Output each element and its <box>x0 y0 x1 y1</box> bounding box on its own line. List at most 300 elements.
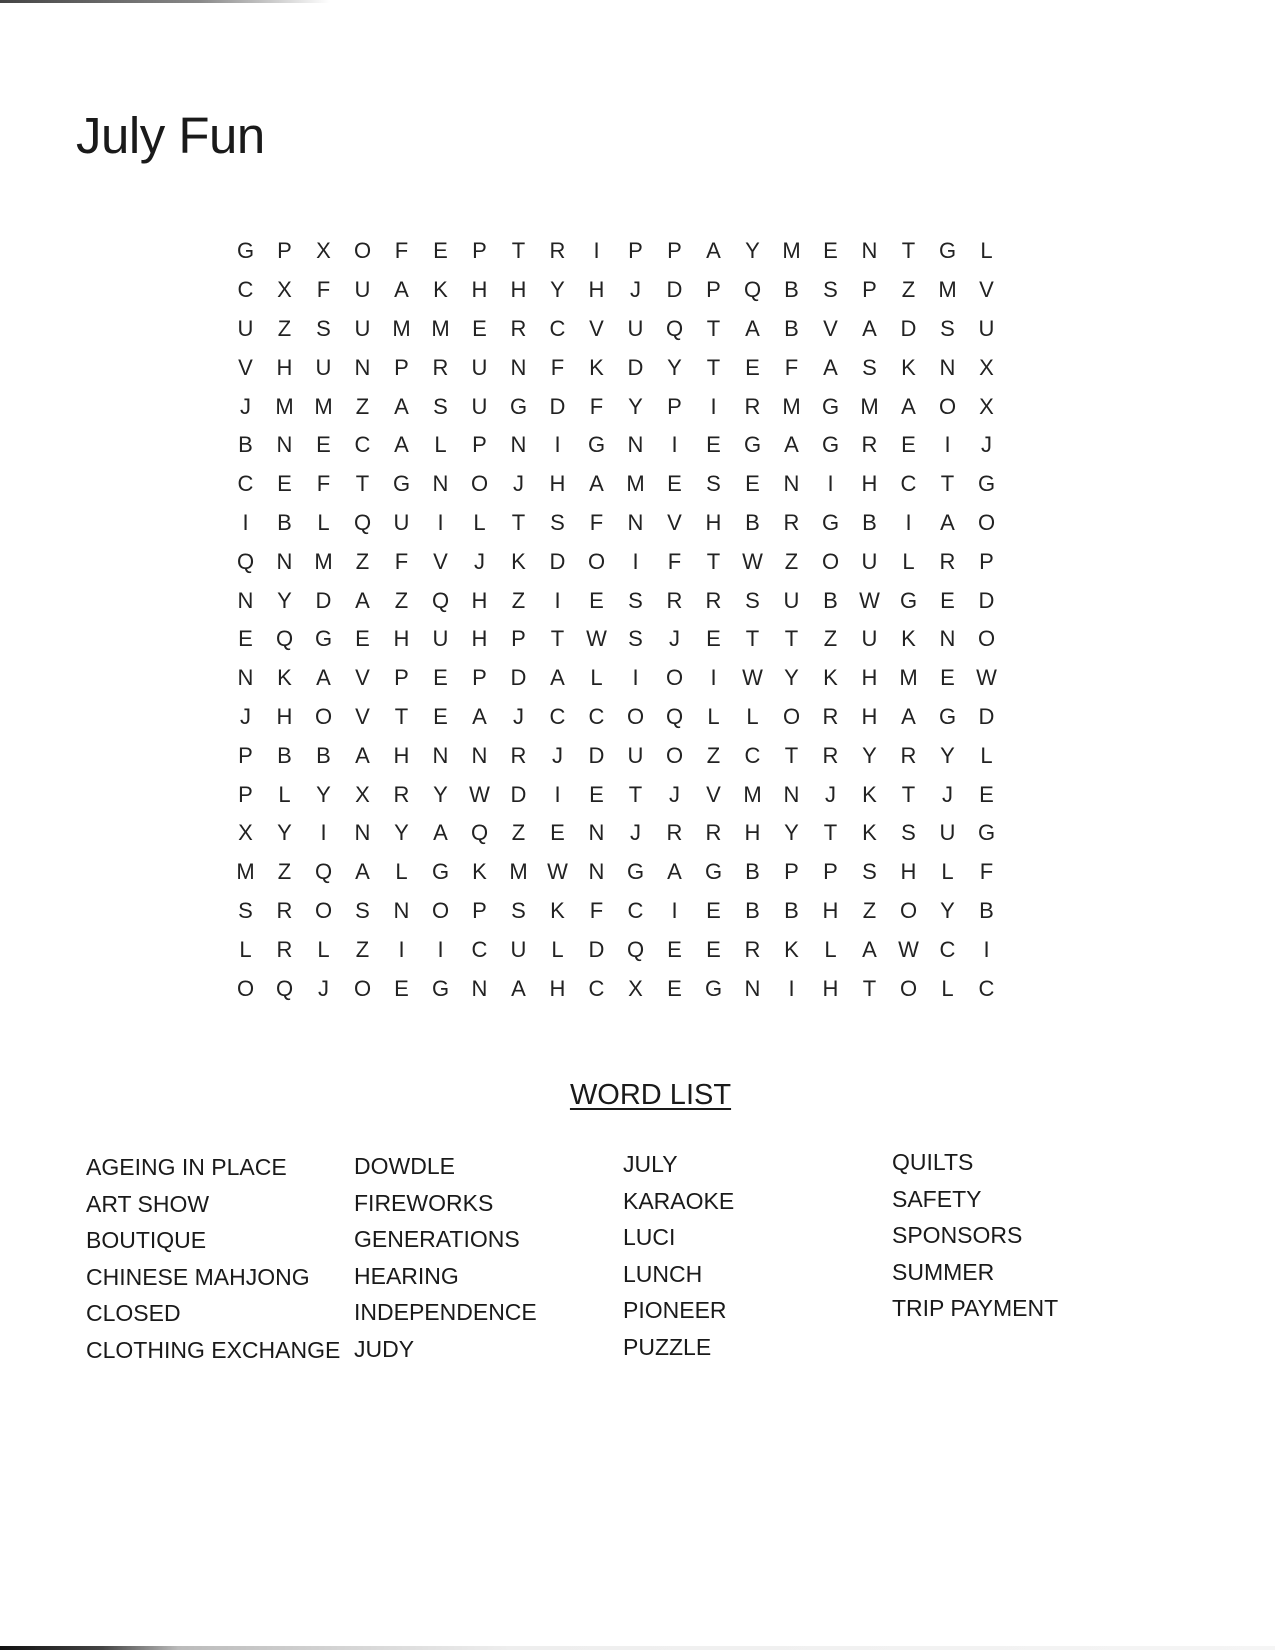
grid-letter: Q <box>665 315 684 341</box>
grid-letter: E <box>667 975 682 1001</box>
grid-letter: U <box>861 626 878 652</box>
grid-letter: A <box>433 820 448 846</box>
grid-letter: Q <box>743 277 762 303</box>
grid-letter: M <box>938 277 957 303</box>
grid-letter: S <box>706 471 721 497</box>
grid-letter: E <box>433 703 448 729</box>
grid-letter: J <box>240 393 251 419</box>
grid-letter: J <box>474 548 485 574</box>
grid-letter: L <box>551 936 564 962</box>
grid-letter: L <box>941 859 954 885</box>
grid-letter: P <box>979 548 994 574</box>
grid-letter: C <box>900 471 917 497</box>
grid-letter: Y <box>316 781 331 807</box>
grid-letter: I <box>554 432 561 458</box>
grid-letter: Q <box>470 820 489 846</box>
word-list-item: BOUTIQUE <box>86 1227 207 1253</box>
grid-letter: L <box>473 509 486 535</box>
grid-letter: I <box>827 471 834 497</box>
grid-letter: R <box>276 936 293 962</box>
grid-letter: P <box>472 665 487 691</box>
grid-letter: Q <box>665 703 684 729</box>
grid-letter: T <box>901 238 916 264</box>
grid-row <box>226 232 1006 271</box>
grid-letter: V <box>823 315 838 341</box>
grid-letter: W <box>976 665 997 691</box>
grid-letter: O <box>314 703 333 729</box>
grid-letter: S <box>355 897 370 923</box>
grid-letter: I <box>320 820 327 846</box>
grid-letter: P <box>238 781 253 807</box>
grid-letter: J <box>825 781 836 807</box>
grid-letter: S <box>316 315 331 341</box>
grid-letter: Q <box>314 859 333 885</box>
grid-letter: D <box>510 665 527 691</box>
grid-letter: E <box>472 315 487 341</box>
grid-letter: G <box>587 432 606 458</box>
grid-letter: M <box>743 781 762 807</box>
grid-letter: P <box>394 665 409 691</box>
grid-letter: P <box>238 742 253 768</box>
grid-letter: A <box>901 393 916 419</box>
grid-letter: V <box>433 548 448 574</box>
grid-letter: Y <box>394 820 409 846</box>
grid-letter: C <box>627 897 644 923</box>
grid-letter: C <box>978 975 995 1001</box>
grid-letter: U <box>627 315 644 341</box>
grid-letter: G <box>821 509 840 535</box>
grid-letter: I <box>398 936 405 962</box>
grid-letter: B <box>784 277 799 303</box>
grid-letter: Y <box>940 742 955 768</box>
word-list-item: HEARING <box>354 1262 459 1289</box>
grid-row <box>226 426 1006 465</box>
word-list-item: FIREWORKS <box>354 1189 494 1216</box>
grid-row <box>226 620 1006 659</box>
grid-letter: Y <box>433 781 448 807</box>
grid-letter: N <box>237 665 254 691</box>
grid-letter: I <box>437 936 444 962</box>
grid-letter: G <box>704 859 723 885</box>
grid-letter: T <box>784 742 799 768</box>
grid-letter: F <box>589 509 604 535</box>
grid-letter: Z <box>355 548 370 574</box>
grid-letter: A <box>862 936 877 962</box>
grid-letter: R <box>705 820 722 846</box>
grid-letter: E <box>706 432 721 458</box>
grid-letter: N <box>471 975 488 1001</box>
grid-letter: E <box>550 820 565 846</box>
grid-letter: M <box>899 665 918 691</box>
grid-letter: S <box>511 897 526 923</box>
grid-letter: T <box>511 238 526 264</box>
grid-letter: E <box>745 471 760 497</box>
grid-letter: N <box>627 432 644 458</box>
grid-letter: B <box>979 897 994 923</box>
grid-row <box>226 387 1006 426</box>
word-list-item: JUDY <box>354 1335 415 1362</box>
grid-letter: I <box>593 238 600 264</box>
grid-letter: W <box>742 548 763 574</box>
grid-letter: B <box>277 742 292 768</box>
grid-letter: N <box>354 354 371 380</box>
grid-letter: Z <box>784 548 799 574</box>
word-list-item: PUZZLE <box>623 1333 712 1360</box>
grid-letter: R <box>510 315 527 341</box>
grid-letter: I <box>788 975 795 1001</box>
grid-letter: P <box>667 238 682 264</box>
grid-letter: M <box>236 859 255 885</box>
grid-letter: D <box>627 354 644 380</box>
grid-letter: E <box>316 432 331 458</box>
grid-letter: P <box>472 238 487 264</box>
grid-letter: T <box>706 315 721 341</box>
grid-letter: R <box>705 587 722 613</box>
grid-letter: G <box>236 238 255 264</box>
grid-letter: Z <box>511 587 526 613</box>
grid-letter: W <box>859 587 880 613</box>
grid-letter: L <box>980 742 993 768</box>
grid-letter: D <box>315 587 332 613</box>
grid-letter: I <box>671 897 678 923</box>
grid-letter: O <box>977 626 996 652</box>
grid-letter: N <box>939 354 956 380</box>
grid-letter: Z <box>277 315 292 341</box>
grid-letter: E <box>667 936 682 962</box>
grid-letter: E <box>394 975 409 1001</box>
grid-letter: G <box>821 393 840 419</box>
grid-letter: H <box>822 897 839 923</box>
word-list-item: SUMMER <box>892 1258 995 1285</box>
grid-letter: O <box>353 975 372 1001</box>
grid-row <box>226 853 1006 892</box>
grid-letter: W <box>898 936 919 962</box>
grid-letter: U <box>237 315 254 341</box>
grid-letter: H <box>588 277 605 303</box>
grid-letter: N <box>861 238 878 264</box>
word-search-grid <box>226 232 1006 1008</box>
grid-letter: P <box>511 626 526 652</box>
grid-letter: U <box>315 354 332 380</box>
grid-letter: E <box>355 626 370 652</box>
grid-letter: T <box>394 703 409 729</box>
grid-letter: F <box>979 859 994 885</box>
grid-letter: T <box>823 820 838 846</box>
word-list-item: INDEPENDENCE <box>354 1299 537 1325</box>
grid-letter: O <box>470 471 489 497</box>
grid-letter: Z <box>901 277 916 303</box>
grid-row <box>226 581 1006 620</box>
grid-letter: J <box>240 703 251 729</box>
grid-letter: U <box>393 509 410 535</box>
grid-letter: E <box>823 238 838 264</box>
grid-letter: M <box>275 393 294 419</box>
grid-letter: E <box>706 897 721 923</box>
grid-letter: O <box>977 509 996 535</box>
word-list-column-1 <box>86 1149 340 1368</box>
grid-letter: X <box>979 354 994 380</box>
grid-letter: P <box>862 277 877 303</box>
grid-letter: L <box>395 859 408 885</box>
grid-letter: S <box>940 315 955 341</box>
grid-row <box>226 271 1006 310</box>
grid-letter: U <box>471 354 488 380</box>
grid-letter: H <box>744 820 761 846</box>
grid-letter: L <box>590 665 603 691</box>
grid-letter: Y <box>862 742 877 768</box>
grid-letter: B <box>862 509 877 535</box>
grid-letter: A <box>550 665 565 691</box>
grid-letter: M <box>314 393 333 419</box>
grid-letter: M <box>782 393 801 419</box>
grid-letter: Q <box>236 548 255 574</box>
grid-letter: O <box>626 703 645 729</box>
grid-letter: I <box>632 665 639 691</box>
grid-letter: B <box>277 509 292 535</box>
word-list-item: GENERATIONS <box>354 1226 520 1252</box>
grid-letter: U <box>354 315 371 341</box>
grid-letter: E <box>901 432 916 458</box>
grid-letter: J <box>318 975 329 1001</box>
grid-letter: C <box>471 936 488 962</box>
word-list-item: QUILTS <box>892 1149 974 1175</box>
grid-letter: A <box>394 277 409 303</box>
grid-letter: O <box>821 548 840 574</box>
grid-letter: I <box>944 432 951 458</box>
grid-letter: J <box>630 277 641 303</box>
grid-row <box>226 930 1006 969</box>
grid-letter: A <box>511 975 526 1001</box>
grid-letter: E <box>277 471 292 497</box>
grid-letter: D <box>549 393 566 419</box>
grid-letter: B <box>784 897 799 923</box>
grid-letter: H <box>549 471 566 497</box>
grid-letter: K <box>862 820 877 846</box>
word-list-item: KARAOKE <box>623 1187 735 1214</box>
grid-letter: I <box>983 936 990 962</box>
grid-row <box>226 892 1006 931</box>
grid-letter: B <box>745 897 760 923</box>
word-list-item: SAFETY <box>892 1185 982 1212</box>
grid-letter: K <box>784 936 799 962</box>
word-list-item: JULY <box>623 1151 678 1177</box>
grid-letter: I <box>632 548 639 574</box>
grid-letter: H <box>705 509 722 535</box>
grid-letter: M <box>860 393 879 419</box>
grid-letter: E <box>433 238 448 264</box>
grid-letter: N <box>432 471 449 497</box>
grid-letter: L <box>824 936 837 962</box>
grid-row <box>226 542 1006 581</box>
grid-letter: N <box>744 975 761 1001</box>
grid-letter: R <box>393 781 410 807</box>
grid-letter: V <box>238 354 253 380</box>
grid-letter: D <box>900 315 917 341</box>
grid-letter: S <box>628 587 643 613</box>
grid-letter: Y <box>784 820 799 846</box>
grid-letter: L <box>707 703 720 729</box>
grid-letter: J <box>942 781 953 807</box>
grid-letter: U <box>783 587 800 613</box>
grid-letter: U <box>861 548 878 574</box>
grid-letter: A <box>823 354 838 380</box>
grid-letter: S <box>550 509 565 535</box>
grid-letter: I <box>554 587 561 613</box>
grid-letter: M <box>626 471 645 497</box>
grid-letter: Y <box>550 277 565 303</box>
grid-letter: B <box>784 315 799 341</box>
grid-letter: Y <box>628 393 643 419</box>
grid-letter: T <box>706 548 721 574</box>
word-list-item: CLOSED <box>86 1300 181 1326</box>
grid-letter: K <box>901 626 916 652</box>
grid-letter: S <box>901 820 916 846</box>
grid-letter: D <box>510 781 527 807</box>
grid-letter: Z <box>355 936 370 962</box>
grid-letter: B <box>316 742 331 768</box>
grid-letter: T <box>550 626 565 652</box>
grid-letter: R <box>744 393 761 419</box>
grid-letter: B <box>745 509 760 535</box>
grid-letter: N <box>588 859 605 885</box>
word-list-item: DOWDLE <box>354 1153 455 1179</box>
grid-letter: F <box>550 354 565 380</box>
grid-letter: E <box>940 665 955 691</box>
grid-letter: A <box>472 703 487 729</box>
grid-row <box>226 310 1006 349</box>
grid-letter: H <box>822 975 839 1001</box>
grid-letter: R <box>276 897 293 923</box>
grid-letter: S <box>238 897 253 923</box>
grid-letter: G <box>392 471 411 497</box>
grid-letter: P <box>472 897 487 923</box>
word-list-item: CLOTHING EXCHANGE <box>86 1336 341 1363</box>
grid-letter: A <box>706 238 721 264</box>
grid-letter: M <box>782 238 801 264</box>
grid-letter: N <box>588 820 605 846</box>
grid-letter: A <box>667 859 682 885</box>
grid-letter: C <box>588 975 605 1001</box>
grid-letter: G <box>509 393 528 419</box>
grid-letter: V <box>979 277 994 303</box>
grid-row <box>226 969 1006 1008</box>
grid-letter: Z <box>706 742 721 768</box>
grid-letter: Y <box>745 238 760 264</box>
grid-letter: C <box>549 703 566 729</box>
grid-letter: D <box>978 703 995 729</box>
grid-letter: U <box>510 936 527 962</box>
grid-letter: M <box>431 315 450 341</box>
grid-letter: X <box>628 975 643 1001</box>
word-list-item: LUNCH <box>623 1260 703 1287</box>
grid-letter: U <box>471 393 488 419</box>
grid-letter: F <box>316 277 331 303</box>
grid-letter: O <box>353 238 372 264</box>
grid-letter: Y <box>940 897 955 923</box>
grid-letter: K <box>862 781 877 807</box>
grid-letter: K <box>277 665 292 691</box>
grid-letter: O <box>782 703 801 729</box>
grid-letter: D <box>549 548 566 574</box>
grid-letter: D <box>978 587 995 613</box>
grid-letter: A <box>745 315 760 341</box>
grid-letter: W <box>586 626 607 652</box>
grid-row <box>226 698 1006 737</box>
grid-letter: N <box>939 626 956 652</box>
grid-letter: N <box>237 587 254 613</box>
grid-letter: J <box>669 781 680 807</box>
grid-letter: F <box>394 548 409 574</box>
grid-letter: Q <box>626 936 645 962</box>
grid-letter: Y <box>784 665 799 691</box>
grid-letter: N <box>783 471 800 497</box>
grid-letter: E <box>589 587 604 613</box>
grid-letter: O <box>938 393 957 419</box>
grid-letter: L <box>317 936 330 962</box>
grid-letter: J <box>513 703 524 729</box>
grid-letter: S <box>862 859 877 885</box>
grid-letter: X <box>316 238 331 264</box>
grid-letter: U <box>354 277 371 303</box>
word-list-heading: WORD LIST <box>569 1079 732 1111</box>
grid-letter: M <box>509 859 528 885</box>
grid-letter: P <box>784 859 799 885</box>
grid-letter: K <box>823 665 838 691</box>
grid-letter: D <box>588 742 605 768</box>
grid-letter: C <box>237 471 254 497</box>
grid-letter: L <box>980 238 993 264</box>
grid-letter: I <box>905 509 912 535</box>
grid-letter: L <box>902 548 915 574</box>
grid-letter: N <box>393 897 410 923</box>
grid-letter: V <box>589 315 604 341</box>
word-list-column-2 <box>354 1148 537 1367</box>
grid-letter: U <box>432 626 449 652</box>
grid-letter: S <box>823 277 838 303</box>
grid-row <box>226 465 1006 504</box>
grid-letter: A <box>901 703 916 729</box>
grid-letter: T <box>355 471 370 497</box>
grid-letter: E <box>979 781 994 807</box>
grid-letter: G <box>899 587 918 613</box>
grid-row <box>226 814 1006 853</box>
grid-letter: F <box>589 393 604 419</box>
grid-letter: X <box>979 393 994 419</box>
grid-letter: G <box>431 859 450 885</box>
grid-letter: H <box>393 742 410 768</box>
grid-row <box>226 504 1006 543</box>
grid-letter: F <box>394 238 409 264</box>
grid-letter: Y <box>277 587 292 613</box>
grid-letter: K <box>433 277 448 303</box>
grid-letter: U <box>939 820 956 846</box>
grid-letter: X <box>355 781 370 807</box>
page-title: July Fun <box>76 107 265 164</box>
grid-letter: G <box>743 432 762 458</box>
grid-letter: R <box>549 238 566 264</box>
grid-letter: W <box>469 781 490 807</box>
grid-letter: V <box>667 509 682 535</box>
grid-letter: P <box>394 354 409 380</box>
grid-letter: Z <box>823 626 838 652</box>
grid-letter: O <box>314 897 333 923</box>
grid-letter: R <box>783 509 800 535</box>
grid-letter: N <box>627 509 644 535</box>
grid-letter: O <box>587 548 606 574</box>
grid-letter: P <box>277 238 292 264</box>
grid-row <box>226 736 1006 775</box>
grid-letter: H <box>471 277 488 303</box>
